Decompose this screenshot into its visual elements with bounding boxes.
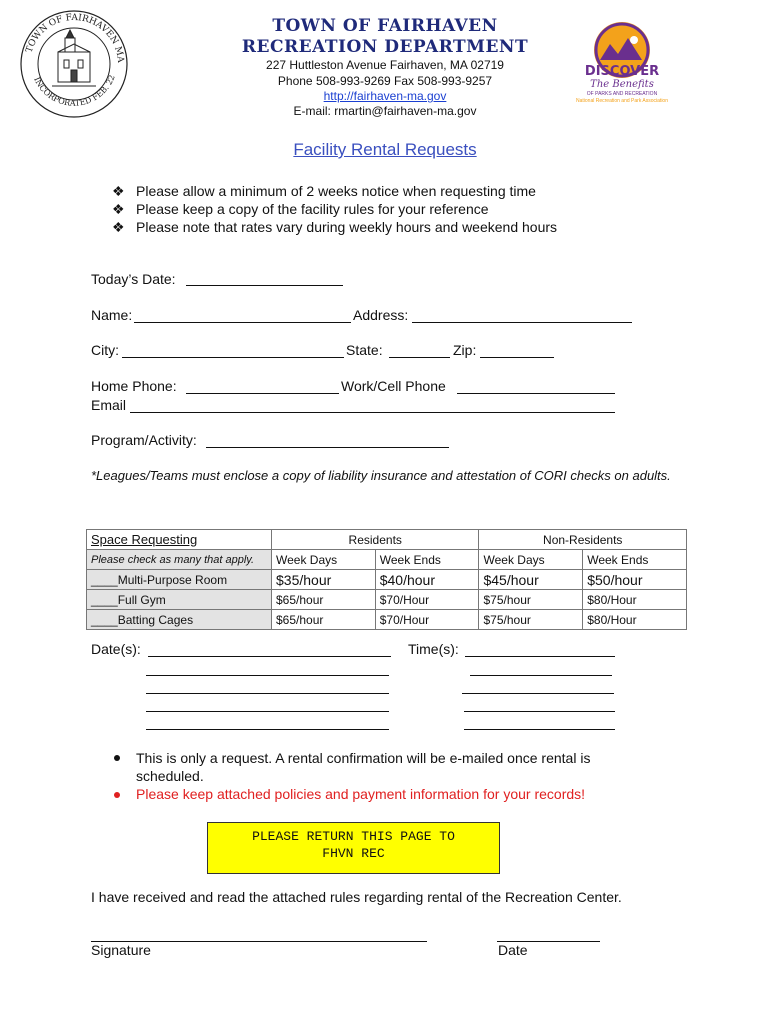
rate-cell: $65/hour [272, 610, 376, 630]
space-option-multipurpose-room[interactable]: ____Multi-Purpose Room [87, 570, 272, 590]
email-field[interactable] [130, 412, 615, 413]
insurance-note: *Leagues/Teams must enclose a copy of liability insurance and attestation of CORI checks on adults. [91, 468, 671, 483]
bullet-icon [114, 792, 120, 798]
rate-cell: $50/hour [583, 570, 687, 590]
todays-date-label: Today’s Date: [91, 271, 176, 287]
notice-item: ❖ Please allow a minimum of 2 weeks notice when requesting time [112, 183, 536, 199]
non-residents-header: Non-Residents [479, 530, 687, 550]
rate-cell: $75/hour [479, 590, 583, 610]
notice-item: ❖ Please note that rates vary during weekly hours and weekend hours [112, 219, 558, 235]
rate-cell: $40/hour [375, 570, 479, 590]
date-field-5[interactable] [146, 729, 389, 730]
residents-header: Residents [272, 530, 479, 550]
department-title-line2: RECREATION DEPARTMENT [241, 37, 529, 57]
table-row [87, 610, 687, 630]
todays-date-field[interactable] [186, 285, 343, 286]
table-row [87, 570, 687, 590]
program-label: Program/Activity: [91, 432, 197, 448]
state-field[interactable] [389, 357, 450, 358]
city-field[interactable] [122, 357, 344, 358]
department-email: E-mail: rmartin@fairhaven-ma.gov [293, 104, 477, 118]
city-label: City: [91, 342, 119, 358]
date-signed-label: Date [498, 942, 528, 958]
rate-cell: $45/hour [479, 570, 583, 590]
seal-text-bottom: INCORPORATED FEB. 22 [32, 73, 117, 108]
name-field[interactable] [134, 322, 351, 323]
diamond-bullet-icon: ❖ [112, 201, 125, 217]
notice-item: ❖ Please keep a copy of the facility rules for your reference [112, 201, 489, 217]
name-label: Name: [91, 307, 133, 323]
form-title: Facility Rental Requests [293, 140, 477, 159]
logo-discover-text: DISCOVER [584, 64, 660, 79]
zip-label: Zip: [453, 342, 477, 358]
state-label: State: [346, 342, 383, 358]
residents-weekends-header: Week Ends [375, 550, 479, 570]
logo-org-text: National Recreation and Park Association [576, 98, 668, 104]
address-field[interactable] [412, 322, 632, 323]
logo-benefits-text: The Benefits [590, 79, 654, 90]
nonresidents-weekends-header: Week Ends [583, 550, 687, 570]
times-label: Time(s): [408, 641, 459, 657]
program-field[interactable] [206, 447, 449, 448]
time-field-1[interactable] [465, 656, 615, 657]
signature-label: Signature [91, 942, 151, 958]
space-option-full-gym[interactable]: ____Full Gym [87, 590, 272, 610]
department-title-line1: TOWN OF FAIRHAVEN [272, 16, 498, 36]
policies-note: Please keep attached policies and payment information for your records! [136, 786, 656, 802]
department-phone: Phone 508-993-9269 Fax 508-993-9257 [277, 74, 493, 88]
space-requesting-instructions: Please check as many that apply. [87, 550, 272, 570]
time-field-5[interactable] [464, 729, 615, 730]
rate-cell: $70/Hour [375, 610, 479, 630]
date-field-4[interactable] [146, 711, 389, 712]
space-option-batting-cages[interactable]: ____Batting Cages [87, 610, 272, 630]
work-phone-field[interactable] [457, 393, 615, 394]
rate-cell: $70/Hour [375, 590, 479, 610]
rates-table [86, 529, 687, 630]
seal-text-top: TOWN OF FAIRHAVEN MA [24, 12, 126, 64]
address-label: Address: [353, 307, 409, 323]
residents-weekdays-header: Week Days [272, 550, 376, 570]
department-address: 227 Huttleston Avenue Fairhaven, MA 02719 [266, 58, 504, 72]
return-page-box [207, 822, 500, 874]
time-field-4[interactable] [464, 711, 615, 712]
diamond-bullet-icon: ❖ [112, 219, 125, 235]
rate-cell: $35/hour [272, 570, 376, 590]
rate-cell: $80/Hour [583, 610, 687, 630]
nonresidents-weekdays-header: Week Days [479, 550, 583, 570]
notice-list [112, 182, 557, 236]
work-phone-label: Work/Cell Phone [341, 378, 446, 394]
time-field-3[interactable] [462, 693, 614, 694]
time-field-2[interactable] [470, 675, 612, 676]
zip-field[interactable] [480, 357, 554, 358]
discover-benefits-logo [576, 20, 668, 110]
home-phone-label: Home Phone: [91, 378, 177, 394]
table-row [87, 590, 687, 610]
logo-tagline-text: OF PARKS AND RECREATION [586, 91, 658, 97]
dates-label: Date(s): [91, 641, 141, 657]
rate-cell: $80/Hour [583, 590, 687, 610]
diamond-bullet-icon: ❖ [112, 183, 125, 199]
bullet-icon [114, 755, 120, 761]
department-website-link[interactable]: http://fairhaven-ma.gov [323, 89, 447, 103]
date-field-2[interactable] [146, 675, 389, 676]
space-requesting-header: Space Requesting [87, 530, 272, 550]
rate-cell: $65/hour [272, 590, 376, 610]
request-note: This is only a request. A rental confirmation will be e-mailed once rental is scheduled. [136, 749, 656, 785]
return-page-text: PLEASE RETURN THIS PAGE TO FHVN REC [252, 829, 455, 861]
date-field-1[interactable] [148, 656, 391, 657]
acknowledgement-text: I have received and read the attached rules regarding rental of the Recreation Center. [91, 889, 622, 905]
rate-cell: $75/hour [479, 610, 583, 630]
home-phone-field[interactable] [186, 393, 339, 394]
email-label: Email [91, 397, 127, 413]
date-field-3[interactable] [146, 693, 389, 694]
